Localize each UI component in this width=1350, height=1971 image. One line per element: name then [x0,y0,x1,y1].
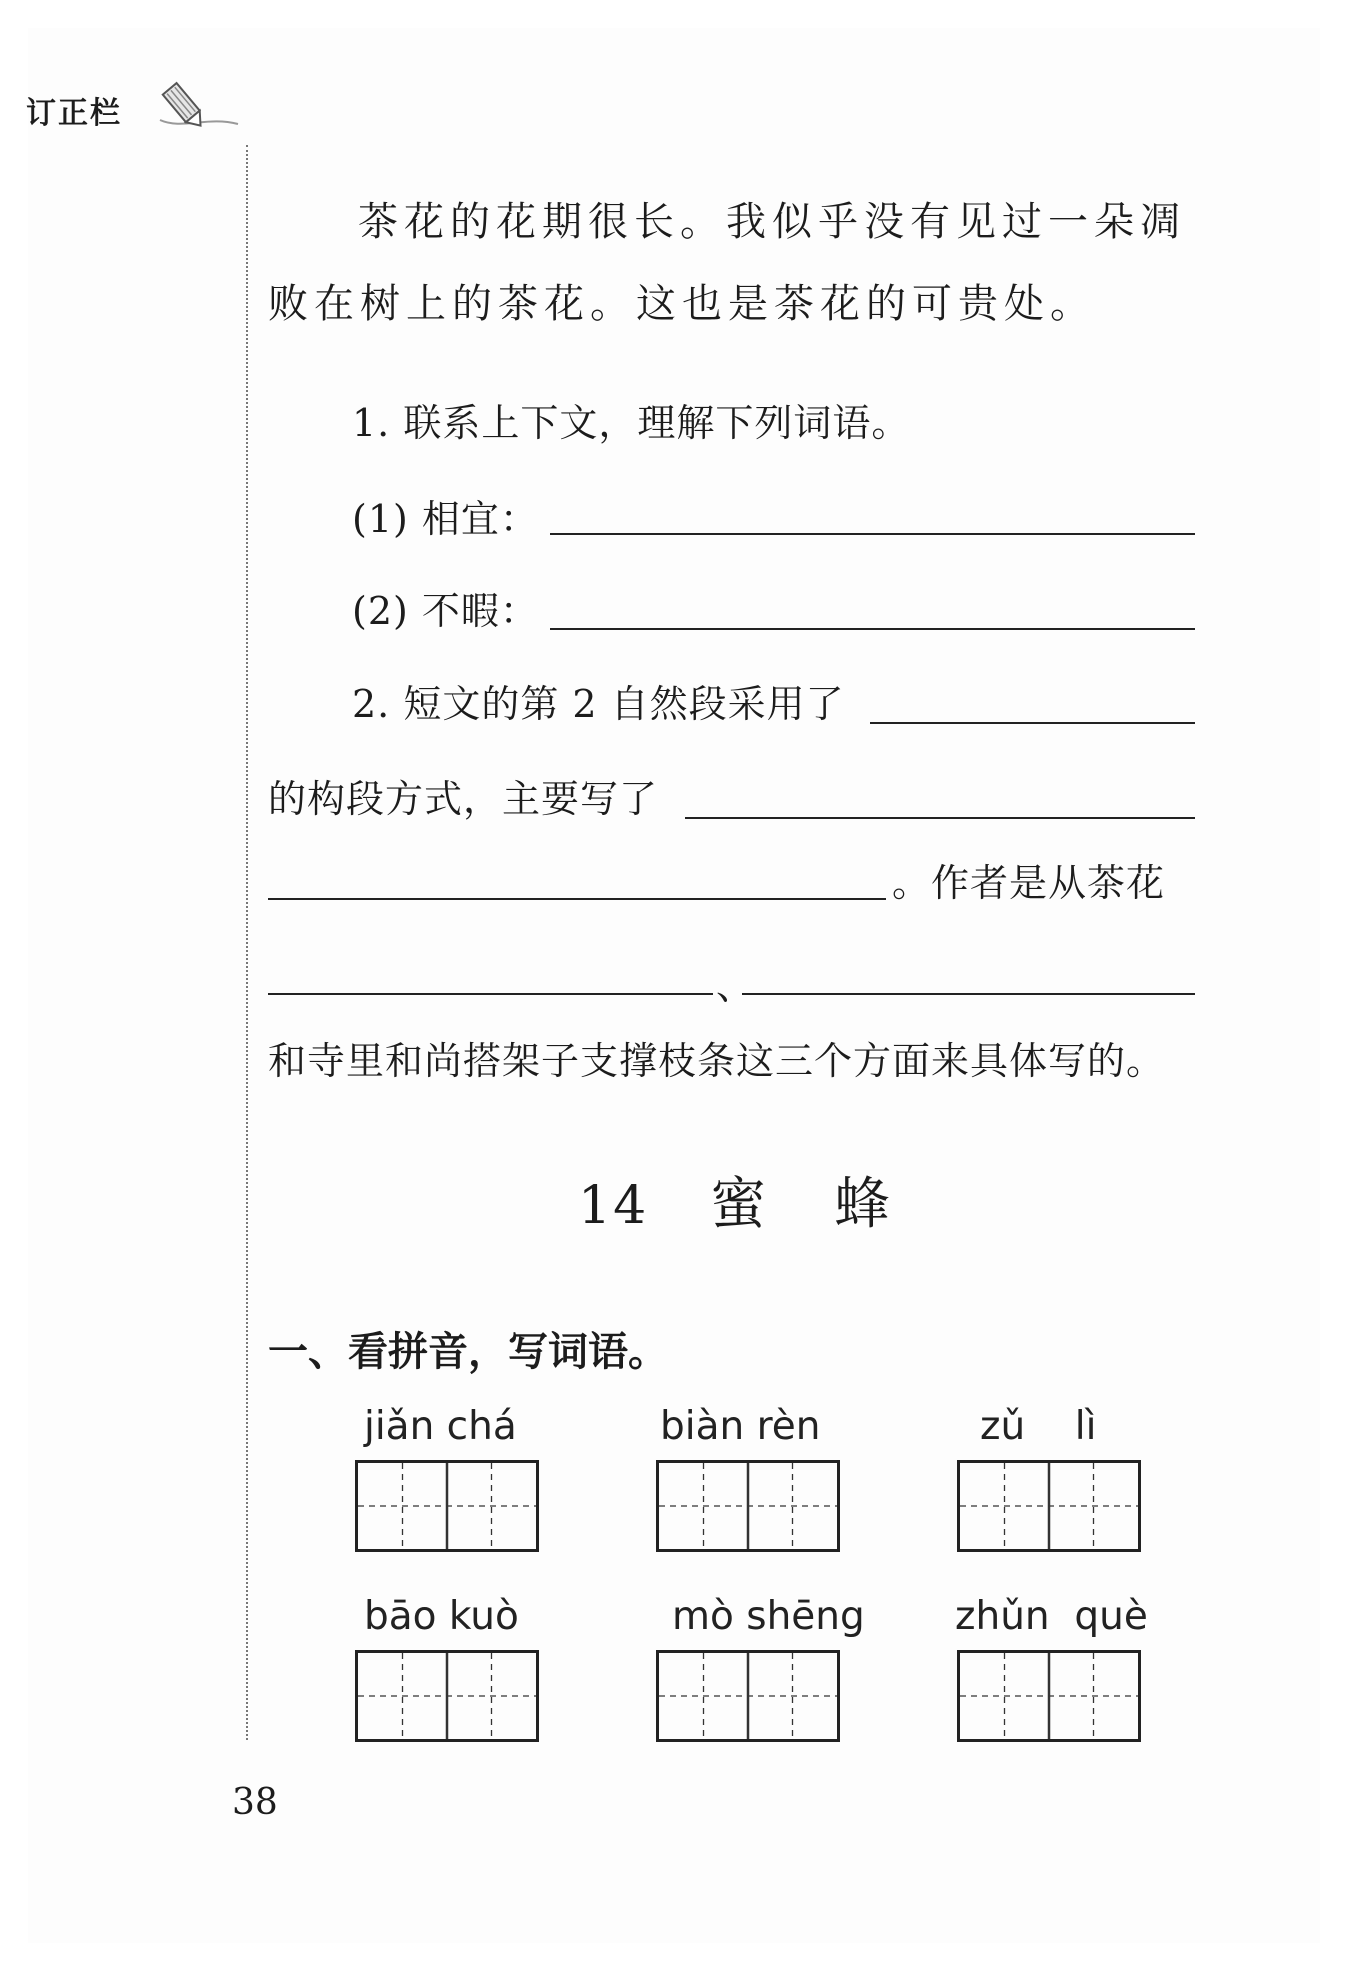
grid-guide-lines [358,1653,536,1739]
answer-line-q2-5[interactable] [742,993,1195,995]
answer-line-q2-2[interactable] [685,817,1195,819]
lesson-number: 14 [578,1176,649,1236]
pinyin-word-5: mò shēng [672,1594,865,1639]
pinyin-word-2: biàn rèn [660,1404,821,1449]
pinyin-word-6: zhǔn què [955,1594,1148,1639]
answer-line-q2-1[interactable] [870,722,1195,724]
question-2-part-2: 的构段方式，主要写了 [268,777,659,821]
answer-line-q1-1[interactable] [550,533,1195,535]
lesson-title-char-1: 蜜 [710,1172,769,1237]
grid-guide-lines [659,1463,837,1549]
grid-guide-lines [358,1463,536,1549]
writing-grid-5[interactable] [656,1650,840,1742]
pinyin-word-3: zǔ lì [980,1404,1097,1449]
section-1-heading: 一、看拼音，写词语。 [268,1329,668,1375]
answer-line-q1-2[interactable] [550,628,1195,630]
pinyin-word-1: jiǎn chá [364,1404,517,1449]
question-2-part-3: 。作者是从茶花 [892,861,1166,905]
grid-guide-lines [659,1653,837,1739]
answer-line-q2-3[interactable] [268,898,886,900]
answer-line-q2-4[interactable] [268,993,713,995]
grid-guide-lines [960,1653,1138,1739]
lesson-title-char-2: 蜂 [834,1172,893,1237]
question-2-part-1: 2. 短文的第 2 自然段采用了 [352,682,845,726]
writing-grid-3[interactable] [957,1460,1141,1552]
passage-line-2: 败在树上的茶花。这也是茶花的可贵处。 [268,281,1096,327]
pinyin-word-4: bāo kuò [364,1594,519,1639]
writing-grid-4[interactable] [355,1650,539,1742]
question-1-prompt: 1. 联系上下文，理解下列词语。 [352,401,911,445]
lesson-title [578,1160,892,1240]
page-number: 38 [232,1782,278,1823]
passage-line-1: 茶花的花期很长。我似乎没有见过一朵凋 [358,199,1186,245]
question-2-separator: 、 [716,964,756,1008]
margin-dotted-divider [246,145,248,1740]
writing-grid-6[interactable] [957,1650,1141,1742]
question-1-item-2-label: (2) 不暇： [352,589,539,633]
pencil-icon [152,72,242,136]
writing-grid-2[interactable] [656,1460,840,1552]
correction-column-label: 订正栏 [26,96,122,131]
writing-grid-1[interactable] [355,1460,539,1552]
question-2-part-4: 和寺里和尚搭架子支撑枝条这三个方面来具体写的。 [268,1039,1166,1083]
grid-guide-lines [960,1463,1138,1549]
question-1-item-1-label: (1) 相宜： [352,497,539,541]
